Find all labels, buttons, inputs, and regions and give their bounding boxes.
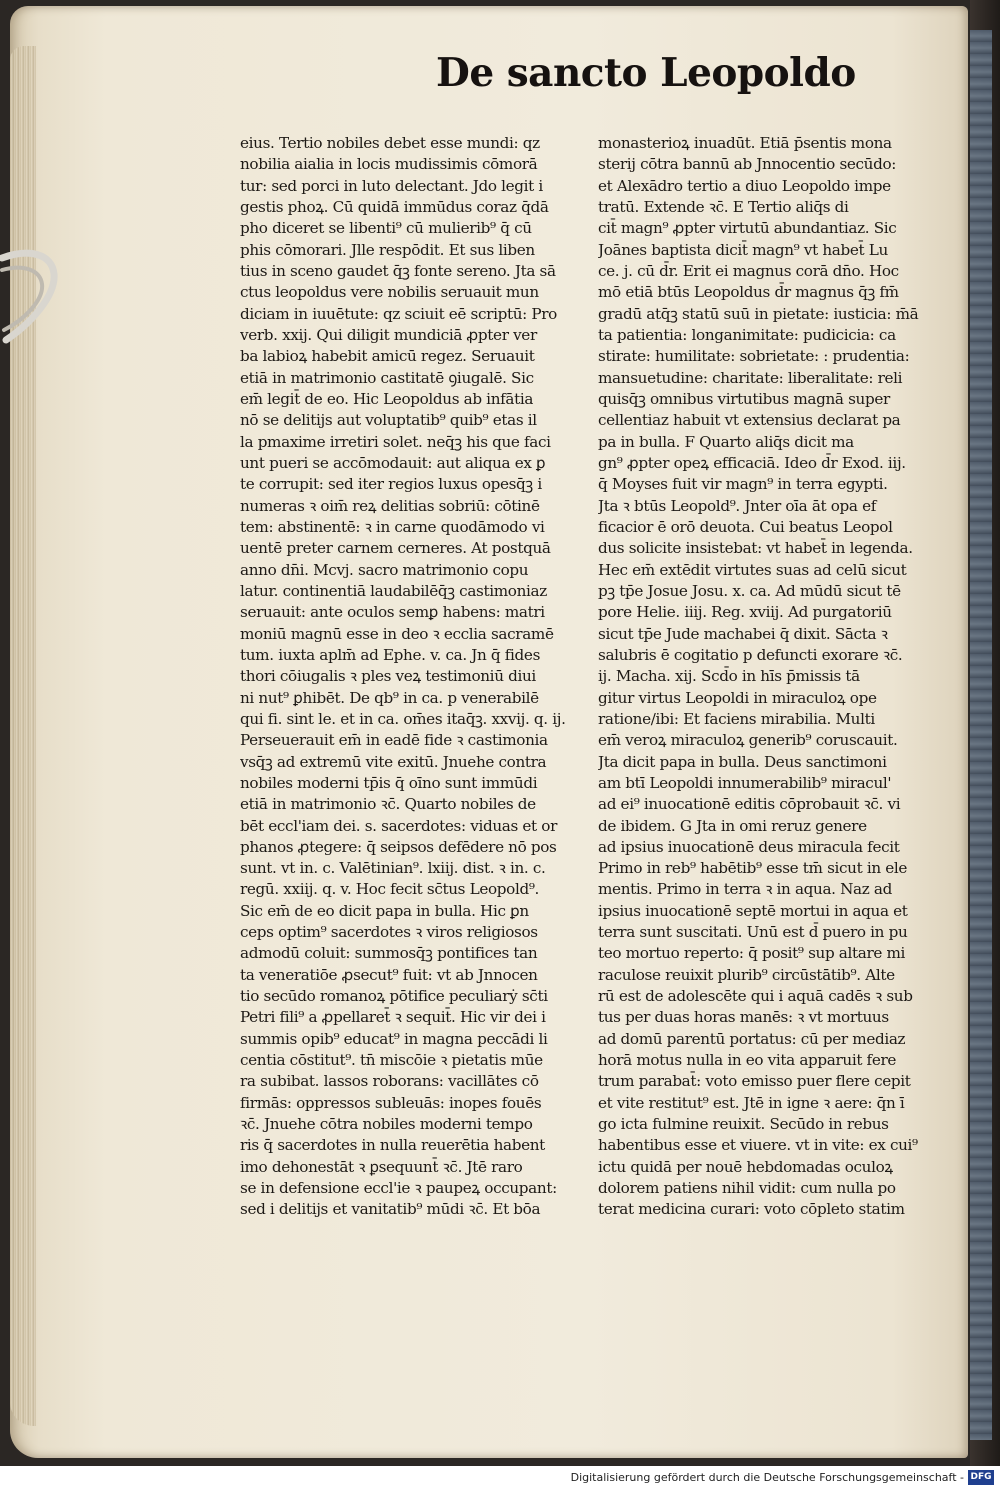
text-line: tum. iuxta aplm̄ ad Ephe. v. ca. Jn q̄ fides: [240, 645, 541, 664]
text-column-left: [240, 133, 590, 1221]
text-line: tus per duas horas manēs: ꝛ vt mortuus: [598, 1008, 889, 1027]
text-line: horā motus nulla in eo vita apparuit fere: [598, 1051, 897, 1070]
text-line: regū. xxiij. q. v. Hoc fecit sc̄tus Leopold⁹.: [240, 880, 540, 899]
text-line: ra subibat. lassos roborans: vacillātes cō: [240, 1072, 539, 1091]
right-edge-strip: [970, 0, 1000, 1466]
text-line: ad ipsius inuocationē deus miracula fecit: [598, 837, 900, 856]
text-line: dolorem patiens nihil vidit: cum nulla po: [598, 1179, 896, 1198]
text-line: teo mortuo reperto: q̄ posit⁹ sup altare mi: [598, 944, 906, 963]
color-bar: [970, 30, 992, 1440]
text-line: ꝛc̄. Jnuehe cōtra nobiles moderni tempo: [240, 1115, 533, 1134]
text-line: phanos ꝓtegere: q̄ seipsos defēdere nō pos: [240, 837, 557, 856]
text-line: ta patientia: longanimitate: pudicicia: ca: [598, 325, 896, 344]
text-line: gestis phoꝝ. Cū quidā immūdus coraz q̄dā: [240, 197, 549, 216]
text-line: rū est de adolescēte qui i aquā cadēs ꝛ sub: [598, 987, 913, 1006]
text-line: uentē preter carnem cerneres. At postquā: [240, 539, 551, 558]
text-line: qui fi. sint le. et in ca. om̄es itaq̄ꝫ. xxvij. q. ij.: [240, 709, 566, 728]
text-line: tius in sceno gaudet q̄ꝫ fonte sereno. Jta sā: [240, 261, 556, 280]
text-line: ficacior ē orō deuota. Cui beatus Leopol: [598, 517, 893, 536]
text-line: summis opib⁹ educat⁹ in magna peccādi li: [240, 1029, 548, 1048]
text-line: em̄ veroꝝ miraculoꝝ generib⁹ coruscauit.: [598, 731, 898, 750]
text-line: pore Helie. iiij. Reg. xviij. Ad purgatoriū: [598, 603, 892, 622]
text-line: de ibidem. G Jta in omi reruz genere: [598, 816, 867, 835]
text-line: la pmaxime irretiri solet. neq̄ꝫ his que faci: [240, 432, 551, 451]
text-line: sicut tp̄e Jude machabei q̄ dixit. Sācta ꝛ: [598, 624, 888, 643]
text-line: admodū coluit: summosq̄ꝫ pontifices tan: [240, 944, 538, 963]
text-line: et vite restitut⁹ est. Jtē in igne ꝛ aere: q̄n ī: [598, 1093, 905, 1112]
text-line: nobilia aialia in locis mudissimis cōmorā: [240, 155, 538, 174]
text-line: cit̄ magn⁹ ꝓpter virtutū abundantiaz. Sic: [598, 219, 897, 238]
text-line: ba labioꝝ habebit amicū regez. Seruauit: [240, 347, 535, 366]
dfg-logo: DFG: [968, 1470, 994, 1485]
text-line: tio secūdo romanoꝝ pōtifice peculiarẏ sc̄ti: [240, 987, 548, 1006]
text-line: tem: abstinentē: ꝛ in carne quodāmodo vi: [240, 517, 545, 536]
text-line: numeras ꝛ oim̄ reꝝ delitias sobriū: cōtinē: [240, 496, 540, 515]
text-line: eius. Tertio nobiles debet esse mundi: qz: [240, 134, 540, 152]
text-line: gn⁹ ꝓpter opeꝝ efficaciā. Ideo d̄r Exod. iij.: [598, 453, 906, 472]
text-line: go icta fulmine reuixit. Secūdo in rebus: [598, 1115, 889, 1134]
text-line: Primo in reb⁹ habētib⁹ esse tm̄ sicut in ele: [598, 859, 908, 878]
text-line: terat medicina curari: voto cōpleto statim: [598, 1200, 905, 1219]
text-line: verb. xxij. Qui diligit mundiciā ꝓpter ver: [240, 325, 537, 344]
text-line: trum parabat̄: voto emisso puer flere cepit: [598, 1072, 911, 1091]
text-line: ctus leopoldus vere nobilis seruauit mun: [240, 283, 539, 302]
text-line: Jta dicit papa in bulla. Deus sanctimoni: [598, 752, 887, 771]
text-line: stirate: humilitate: sobrietate: : prudentia:: [598, 347, 910, 366]
text-line: salubris ē cogitatio p defuncti exorare ꝛc̄.: [598, 645, 903, 664]
text-line: etiā in matrimonio castitatē ꝯiugalē. Sic: [240, 368, 534, 387]
text-line: pa in bulla. F Quarto aliq̄s dicit ma: [598, 432, 854, 451]
text-line: mansuetudine: charitate: liberalitate: reli: [598, 368, 903, 387]
text-line: Joānes baptista dicit̄ magn⁹ vt habet̄ Lu: [598, 240, 888, 259]
text-line: centia cōstitut⁹. tn̄ miscōie ꝛ pietatis mūe: [240, 1051, 543, 1070]
text-line: raculose reuixit plurib⁹ circūstātib⁹. Alte: [598, 965, 895, 984]
text-line: dus solicite insistebat: vt habet̄ in legenda.: [598, 539, 913, 558]
text-line: gitur virtus Leopoldi in miraculoꝝ ope: [598, 688, 877, 707]
text-line: imo dehonestāt ꝛ ꝑsequunt̄ ꝛc̄. Jtē raro: [240, 1157, 523, 1176]
text-line: tratū. Extende ꝛc̄. E Tertio aliq̄s di: [598, 197, 849, 216]
text-line: Hec em̄ extēdit virtutes suas ad celū sicut: [598, 560, 907, 579]
footer-credit: Digitalisierung gefördert durch die Deutsche Forschungsgemeinschaft -: [570, 1471, 964, 1484]
text-line: ratione/ibi: Et faciens mirabilia. Multi: [598, 709, 875, 728]
text-line: diciam in iuuētute: qz sciuit eē scriptū: Pro: [240, 304, 557, 323]
footer-bar: [0, 1466, 1000, 1490]
text-line: habentibus esse et viuere. vt in vite: ex cui⁹: [598, 1136, 918, 1155]
text-line: anno dn̄i. Mcvj. sacro matrimonio copu: [240, 560, 529, 579]
text-line: unt pueri se accōmodauit: aut aliqua ex ꝑ: [240, 453, 546, 472]
text-line: se in defensione eccl'ie ꝛ paupeꝝ occupant:: [240, 1179, 557, 1198]
text-line: ij. Macha. xij. Scd̄o in hīs p̄missis tā: [598, 667, 860, 686]
text-line: phis cōmorari. Jlle respōdit. Et sus liben: [240, 240, 535, 259]
text-line: firmās: oppressos subleuās: inopes fouēs: [240, 1093, 542, 1112]
text-line: seruauit: ante oculos semꝑ habens: matri: [240, 603, 545, 622]
text-line: Jta ꝛ btūs Leopold⁹. Jnter oīa āt opa ef: [598, 496, 877, 515]
text-line: sunt. vt in. c. Valētinian⁹. lxiij. dist. ꝛ in. c.: [240, 859, 546, 878]
text-line: em̄ legit̄ de eo. Hic Leopoldus ab infātia: [240, 389, 534, 408]
text-line: ad domū parentū portatus: cū per mediaz: [598, 1029, 906, 1048]
text-line: Sic em̄ de eo dicit papa in bulla. Hic ꝑn: [240, 901, 529, 920]
text-line: Perseuerauit em̄ in eadē fide ꝛ castimonia: [240, 731, 548, 750]
text-line: etiā in matrimonio ꝛc̄. Quarto nobiles de: [240, 795, 536, 814]
text-line: ta veneratiōe ꝓsecut⁹ fuit: vt ab Jnnocen: [240, 965, 538, 984]
text-line: ni nut⁹ ꝑhibēt. De qb⁹ in ca. p venerabilē: [240, 688, 539, 707]
text-line: ad ei⁹ inuocationē editis cōprobauit ꝛc̄. vi: [598, 795, 901, 814]
text-line: quisq̄ꝫ omnibus virtutibus magnā super: [598, 389, 890, 408]
text-line: moniū magnū esse in deo ꝛ ecclia sacramē: [240, 624, 554, 643]
text-line: ictu quidā per nouē hebdomadas oculoꝝ: [598, 1157, 893, 1176]
page-heading: De sancto Leopoldo: [436, 50, 856, 96]
text-line: vsq̄ꝫ ad extremū vite exitū. Jnuehe contra: [240, 752, 547, 771]
text-line: cellentiaz habuit vt extensius declarat pa: [598, 411, 901, 430]
text-line: terra sunt suscitati. Unū est d̄ puero in pu: [598, 923, 908, 942]
text-line: nobiles moderni tp̄is q̄ oīno sunt immūdi: [240, 773, 538, 792]
text-column-right: [598, 133, 954, 1221]
text-line: q̄ Moyses fuit vir magn⁹ in terra egypti.: [598, 475, 888, 494]
text-line: ipsius inuocationē septē mortui in aqua et: [598, 901, 908, 920]
text-line: am btī Leopoldi innumerabilib⁹ miracul': [598, 773, 892, 792]
text-line: et Alexādro tertio a diuo Leopoldo impe: [598, 176, 891, 195]
text-line: gradū atq̄ꝫ statū suū in pietate: iusticia: m̄ā: [598, 304, 919, 323]
text-line: tur: sed porci in luto delectant. Jdo legit i: [240, 176, 543, 195]
text-line: pꝫ tp̄e Josue Josu. x. ca. Ad mūdū sicut tē: [598, 581, 901, 600]
text-line: bēt eccl'iam dei. s. sacerdotes: viduas et or: [240, 816, 557, 835]
paper-clip-icon: [0, 240, 62, 350]
text-line: sterij cōtra bannū ab Jnnocentio secūdo:: [598, 155, 897, 174]
text-line: ceps optim⁹ sacerdotes ꝛ viros religiosos: [240, 923, 538, 942]
text-line: sed i delitijs et vanitatib⁹ mūdi ꝛc̄. Et bōa: [240, 1200, 541, 1219]
text-line: Petri fili⁹ a ꝓpellaret̄ ꝛ sequit̄. Hic vir dei i: [240, 1008, 546, 1027]
text-line: nō se delitijs aut voluptatib⁹ quib⁹ etas il: [240, 411, 537, 430]
text-line: thori cōiugalis ꝛ ples veꝝ testimoniū diui: [240, 667, 536, 686]
text-line: te corrupit: sed iter regios luxus opesq̄ꝫ i: [240, 475, 542, 494]
text-line: ce. j. cū d̄r. Erit ei magnus corā dn̄o. Hoc: [598, 261, 899, 280]
text-line: monasterioꝝ inuadūt. Etiā p̄sentis mona: [598, 134, 892, 152]
text-line: mentis. Primo in terra ꝛ in aqua. Naz ad: [598, 880, 892, 899]
text-line: mō etiā btūs Leopoldus d̄r magnus q̄ꝫ fm̄: [598, 283, 899, 302]
text-line: pho diceret se libenti⁹ cū mulierib⁹ q̄ cū: [240, 219, 532, 238]
text-line: ris q̄ sacerdotes in nulla reuerētia habent: [240, 1136, 545, 1155]
text-line: latur. continentiā laudabilēq̄ꝫ castimoniaz: [240, 581, 547, 600]
